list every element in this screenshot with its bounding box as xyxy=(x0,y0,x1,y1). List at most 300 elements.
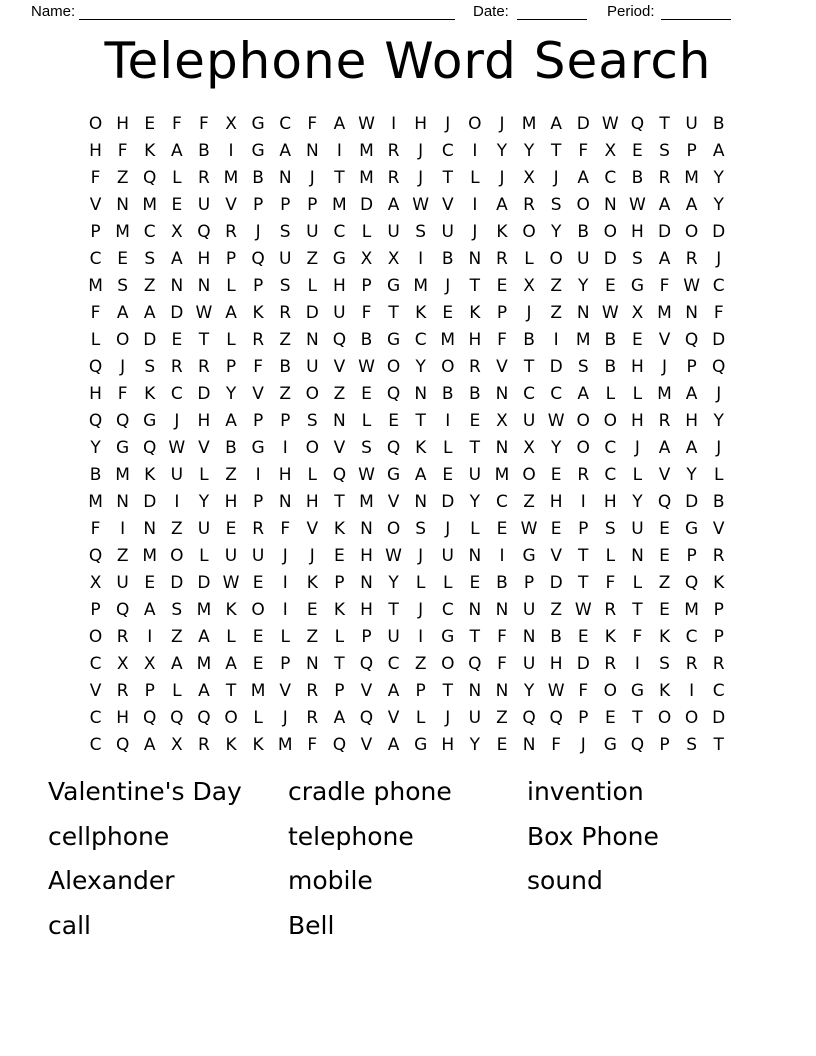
grid-letter: P xyxy=(280,411,291,431)
grid-letter: G xyxy=(630,681,645,701)
grid-letter: E xyxy=(496,735,508,755)
grid-letter: W xyxy=(547,681,565,701)
grid-letter: J xyxy=(445,708,451,728)
grid-letter: W xyxy=(520,519,538,539)
grid-letter: V xyxy=(333,438,346,458)
grid-letter: Y xyxy=(686,465,697,485)
grid-letter: C xyxy=(550,384,563,404)
grid-letter: V xyxy=(360,735,373,755)
grid-letter: I xyxy=(282,573,288,593)
grid-letter: Y xyxy=(469,492,481,512)
grid-letter: M xyxy=(413,276,428,296)
grid-letter: O xyxy=(684,708,699,728)
grid-letter: R xyxy=(712,654,725,674)
grid-letter: S xyxy=(686,735,697,755)
grid-letter: A xyxy=(577,168,590,188)
grid-letter: Q xyxy=(359,654,374,674)
grid-letter: P xyxy=(252,411,264,431)
grid-letter: U xyxy=(522,600,536,620)
grid-letter: D xyxy=(712,330,726,350)
grid-letter: M xyxy=(223,168,239,188)
grid-letter: Q xyxy=(88,357,103,377)
grid-letter: J xyxy=(662,357,668,377)
grid-letter: Q xyxy=(251,249,265,269)
grid-letter: U xyxy=(170,465,184,485)
grid-letter: L xyxy=(334,627,345,647)
grid-letter: J xyxy=(472,222,478,242)
grid-letter: W xyxy=(629,195,646,215)
grid-letter: N xyxy=(414,492,428,512)
word-bell: Bell xyxy=(288,910,335,940)
grid-letter: Q xyxy=(549,708,563,728)
grid-letter: N xyxy=(603,195,617,215)
grid-letter: U xyxy=(441,546,454,566)
grid-letter: N xyxy=(360,573,373,593)
grid-letter: Z xyxy=(306,627,319,647)
grid-letter: I xyxy=(689,681,695,701)
page-title: Telephone Word Search xyxy=(104,32,712,90)
grid-letter: R xyxy=(468,357,481,377)
grid-letter: G xyxy=(143,411,157,431)
grid-letter: U xyxy=(197,519,211,539)
grid-letter: M xyxy=(359,492,374,512)
grid-letter: G xyxy=(116,438,130,458)
grid-letter: N xyxy=(495,438,509,458)
grid-letter: E xyxy=(604,276,616,296)
grid-letter: C xyxy=(89,708,102,728)
grid-letter: V xyxy=(658,465,671,485)
grid-letter: G xyxy=(251,438,265,458)
grid-letter: Y xyxy=(90,438,101,458)
grid-letter: L xyxy=(361,222,372,242)
grid-letter: L xyxy=(226,627,236,647)
grid-letter: Q xyxy=(115,735,130,755)
grid-letter: C xyxy=(89,654,102,674)
grid-letter: O xyxy=(576,411,590,431)
grid-letter: E xyxy=(496,519,508,539)
grid-letter: Q xyxy=(359,708,374,728)
grid-letter: P xyxy=(686,357,697,377)
grid-letter: Z xyxy=(116,168,129,188)
grid-letter: V xyxy=(279,681,292,701)
grid-letter: B xyxy=(89,465,102,485)
grid-letter: E xyxy=(361,384,372,404)
grid-letter: Z xyxy=(496,708,508,728)
grid-letter: N xyxy=(197,276,211,296)
grid-letter: I xyxy=(282,438,288,458)
grid-letter: F xyxy=(713,303,724,323)
grid-letter: Q xyxy=(630,735,645,755)
grid-letter: W xyxy=(358,465,375,485)
grid-letter: A xyxy=(685,195,698,215)
grid-letter: I xyxy=(336,141,342,161)
grid-letter: C xyxy=(523,384,535,404)
grid-letter: H xyxy=(360,546,373,566)
grid-letter: T xyxy=(469,438,481,458)
grid-letter: F xyxy=(117,141,128,161)
grid-letter: B xyxy=(441,384,454,404)
grid-letter: F xyxy=(280,519,291,539)
grid-letter: A xyxy=(387,735,400,755)
grid-letter: P xyxy=(496,303,508,323)
grid-letter: M xyxy=(657,384,672,404)
grid-letter: Y xyxy=(550,438,562,458)
grid-letter: R xyxy=(252,330,265,350)
grid-letter: U xyxy=(387,627,400,647)
grid-letter: L xyxy=(307,465,318,485)
grid-letter: A xyxy=(333,708,346,728)
grid-letter: T xyxy=(578,573,589,593)
grid-letter: Y xyxy=(523,681,535,701)
grid-letter: E xyxy=(171,195,183,215)
grid-letter: J xyxy=(634,438,640,458)
grid-letter: E xyxy=(659,519,670,539)
grid-letter: O xyxy=(386,519,401,539)
grid-letter: W xyxy=(683,276,701,296)
grid-letter: P xyxy=(361,627,372,647)
grid-letter: I xyxy=(553,330,559,350)
grid-letter: T xyxy=(198,330,210,350)
grid-letter: N xyxy=(468,249,482,269)
grid-letter: P xyxy=(659,735,670,755)
grid-letter: E xyxy=(225,519,237,539)
grid-letter: V xyxy=(198,438,210,458)
grid-letter: Z xyxy=(333,384,346,404)
grid-letter: V xyxy=(333,357,346,377)
grid-letter: Q xyxy=(170,708,184,728)
grid-letter: Z xyxy=(279,384,292,404)
grid-letter: R xyxy=(658,411,671,431)
grid-letter: D xyxy=(143,492,157,512)
grid-letter: U xyxy=(522,411,536,431)
grid-letter: G xyxy=(630,276,645,296)
grid-letter: A xyxy=(658,438,671,458)
grid-letter: T xyxy=(659,114,670,134)
grid-letter: R xyxy=(225,222,237,242)
word-list-column-2 xyxy=(288,770,452,948)
grid-letter: Z xyxy=(225,465,237,485)
grid-letter: M xyxy=(142,546,158,566)
grid-letter: L xyxy=(226,330,236,350)
grid-letter: G xyxy=(386,465,401,485)
grid-letter: H xyxy=(441,735,455,755)
grid-letter: G xyxy=(332,249,346,269)
grid-letter: Y xyxy=(713,168,724,188)
grid-letter: U xyxy=(685,114,698,134)
grid-letter: K xyxy=(144,141,156,161)
grid-letter: E xyxy=(604,708,616,728)
grid-letter: J xyxy=(526,303,532,323)
grid-letter: P xyxy=(415,681,426,701)
grid-letter: Y xyxy=(496,141,508,161)
grid-letter: X xyxy=(143,654,156,674)
grid-letter: N xyxy=(278,492,292,512)
grid-letter: A xyxy=(658,249,671,269)
grid-letter: S xyxy=(550,195,562,215)
grid-letter: Q xyxy=(522,708,536,728)
grid-letter: O xyxy=(386,357,401,377)
grid-letter: E xyxy=(252,627,264,647)
grid-letter: W xyxy=(601,114,619,134)
grid-letter: X xyxy=(387,249,400,269)
grid-letter: T xyxy=(523,357,535,377)
grid-letter: Y xyxy=(523,141,535,161)
grid-letter: D xyxy=(657,222,672,242)
grid-letter: X xyxy=(604,141,617,161)
grid-letter: S xyxy=(659,141,670,161)
grid-letter: T xyxy=(713,735,724,755)
grid-letter: N xyxy=(576,303,590,323)
grid-letter: V xyxy=(360,681,373,701)
grid-letter: S xyxy=(604,519,616,539)
grid-letter: B xyxy=(631,168,644,188)
word-list-column-1 xyxy=(48,770,242,948)
grid-letter: L xyxy=(415,573,426,593)
grid-letter: P xyxy=(280,654,291,674)
grid-letter: Y xyxy=(632,492,643,512)
grid-letter: O xyxy=(576,438,590,458)
grid-letter: W xyxy=(547,411,565,431)
grid-letter: T xyxy=(388,303,399,323)
grid-letter: S xyxy=(117,276,129,296)
grid-letter: D xyxy=(197,573,211,593)
grid-letter: B xyxy=(496,573,508,593)
grid-letter: K xyxy=(415,438,427,458)
grid-letter: Y xyxy=(713,195,724,215)
grid-letter: O xyxy=(657,708,672,728)
grid-letter: L xyxy=(199,465,209,485)
grid-letter: R xyxy=(170,357,183,377)
grid-letter: F xyxy=(90,519,101,539)
grid-letter: F xyxy=(632,627,643,647)
grid-letter: V xyxy=(658,330,671,350)
grid-letter: N xyxy=(305,141,319,161)
grid-letter: U xyxy=(197,195,211,215)
grid-letter: E xyxy=(632,330,643,350)
grid-letter: G xyxy=(251,114,265,134)
grid-letter: D xyxy=(685,492,699,512)
grid-letter: O xyxy=(115,330,130,350)
grid-letter: C xyxy=(496,492,508,512)
grid-letter: G xyxy=(685,519,699,539)
grid-letter: X xyxy=(523,438,535,458)
grid-letter: A xyxy=(171,249,183,269)
grid-letter: L xyxy=(632,573,643,593)
grid-letter: I xyxy=(255,465,261,485)
grid-letter: I xyxy=(391,114,397,134)
grid-letter: X xyxy=(171,735,183,755)
grid-letter: O xyxy=(441,654,455,674)
grid-letter: H xyxy=(332,276,346,296)
grid-letter: S xyxy=(415,222,427,242)
grid-letter: K xyxy=(469,303,481,323)
grid-letter: A xyxy=(387,681,400,701)
grid-letter: P xyxy=(686,546,697,566)
grid-letter: M xyxy=(196,600,212,620)
grid-letter: R xyxy=(658,168,671,188)
grid-letter: Q xyxy=(88,546,103,566)
grid-letter: D xyxy=(143,330,157,350)
grid-letter: V xyxy=(387,492,400,512)
grid-letter: J xyxy=(499,168,505,188)
grid-letter: C xyxy=(604,465,617,485)
grid-letter: N xyxy=(116,195,129,215)
grid-letter: L xyxy=(361,411,372,431)
grid-letter: F xyxy=(659,276,670,296)
grid-letter: N xyxy=(495,681,509,701)
grid-letter: D xyxy=(305,303,319,323)
grid-letter: H xyxy=(305,492,319,512)
grid-letter: E xyxy=(144,573,156,593)
grid-letter: E xyxy=(252,654,264,674)
grid-letter: Q xyxy=(197,708,211,728)
grid-letter: L xyxy=(443,438,453,458)
grid-letter: Y xyxy=(415,357,426,377)
grid-letter: U xyxy=(387,222,400,242)
grid-letter: F xyxy=(497,330,507,350)
grid-letter: M xyxy=(359,168,374,188)
grid-letter: E xyxy=(632,141,643,161)
grid-letter: L xyxy=(470,519,480,539)
grid-letter: C xyxy=(712,681,725,701)
grid-letter: C xyxy=(170,384,183,404)
grid-letter: Q xyxy=(386,438,401,458)
grid-letter: X xyxy=(171,222,183,242)
grid-letter: E xyxy=(442,465,454,485)
grid-letter: O xyxy=(224,708,238,728)
grid-letter: M xyxy=(684,600,699,620)
grid-letter: A xyxy=(414,465,427,485)
grid-letter: M xyxy=(277,735,293,755)
grid-letter: P xyxy=(523,573,535,593)
grid-letter: Z xyxy=(523,492,535,512)
grid-letter: S xyxy=(361,438,372,458)
grid-letter: D xyxy=(359,195,374,215)
grid-letter: K xyxy=(496,222,508,242)
grid-letter: E xyxy=(469,573,481,593)
grid-letter: U xyxy=(116,573,129,593)
word-list-column-3 xyxy=(527,770,659,904)
grid-letter: U xyxy=(224,546,238,566)
grid-letter: M xyxy=(332,195,347,215)
grid-letter: H xyxy=(631,411,644,431)
grid-letter: K xyxy=(144,384,156,404)
grid-letter: J xyxy=(553,168,559,188)
grid-letter: I xyxy=(580,492,586,512)
grid-letter: O xyxy=(522,465,536,485)
grid-letter: Z xyxy=(550,303,562,323)
grid-letter: Z xyxy=(550,276,562,296)
word-invention: invention xyxy=(527,777,644,806)
grid-letter: B xyxy=(279,357,292,377)
grid-letter: C xyxy=(685,627,698,647)
grid-letter: R xyxy=(523,195,535,215)
grid-letter: N xyxy=(278,168,292,188)
grid-letter: S xyxy=(577,357,589,377)
grid-letter: L xyxy=(226,276,236,296)
grid-letter: V xyxy=(89,195,102,215)
grid-letter: P xyxy=(713,600,724,620)
grid-letter: D xyxy=(576,654,590,674)
grid-letter: P xyxy=(90,222,101,242)
grid-letter: H xyxy=(360,600,373,620)
grid-letter: A xyxy=(143,735,156,755)
grid-letter: M xyxy=(521,114,537,134)
grid-letter: J xyxy=(418,141,424,161)
grid-letter: V xyxy=(712,519,725,539)
grid-letter: G xyxy=(603,735,617,755)
grid-letter: V xyxy=(387,708,400,728)
grid-letter: G xyxy=(522,546,536,566)
grid-letter: R xyxy=(116,681,129,701)
grid-letter: P xyxy=(713,627,724,647)
grid-letter: B xyxy=(577,222,590,242)
grid-letter: F xyxy=(199,114,209,134)
grid-letter: R xyxy=(306,681,319,701)
grid-letter: R xyxy=(685,654,698,674)
grid-letter: O xyxy=(88,114,103,134)
grid-letter: I xyxy=(282,600,288,620)
grid-letter: W xyxy=(358,357,375,377)
grid-letter: M xyxy=(440,330,456,350)
name-label: Name: xyxy=(31,3,76,20)
grid-letter: H xyxy=(197,411,211,431)
grid-letter: O xyxy=(305,438,319,458)
grid-letter: L xyxy=(443,573,453,593)
grid-letter: U xyxy=(468,708,482,728)
grid-letter: W xyxy=(358,114,375,134)
grid-letter: P xyxy=(307,195,318,215)
grid-letter: T xyxy=(550,141,562,161)
grid-letter: R xyxy=(685,249,698,269)
grid-letter: B xyxy=(225,438,237,458)
grid-letter: C xyxy=(604,438,617,458)
grid-letter: Q xyxy=(657,492,672,512)
grid-letter: D xyxy=(712,708,726,728)
grid-letter: J xyxy=(445,114,451,134)
grid-letter: H xyxy=(116,114,130,134)
grid-letter: Q xyxy=(143,438,157,458)
word-cradle-phone: cradle phone xyxy=(288,777,452,806)
grid-letter: Q xyxy=(88,411,103,431)
grid-letter: Y xyxy=(225,384,237,404)
grid-letter: R xyxy=(577,465,590,485)
grid-letter: E xyxy=(659,600,670,620)
grid-letter: P xyxy=(90,600,101,620)
grid-letter: I xyxy=(472,141,478,161)
grid-letter: E xyxy=(388,411,399,431)
grid-letter: T xyxy=(632,708,643,728)
grid-letter: O xyxy=(603,681,618,701)
grid-letter: N xyxy=(116,492,129,512)
grid-letter: V xyxy=(550,546,562,566)
grid-letter: Z xyxy=(143,276,156,296)
period-label: Period: xyxy=(607,3,655,20)
grid-letter: F xyxy=(171,114,182,134)
grid-letter: E xyxy=(659,546,670,566)
grid-letter: T xyxy=(225,681,237,701)
grid-letter: U xyxy=(577,249,590,269)
grid-letter: J xyxy=(309,546,315,566)
grid-letter: O xyxy=(549,249,563,269)
grid-letter: M xyxy=(115,222,130,242)
grid-letter: Q xyxy=(332,330,347,350)
grid-letter: D xyxy=(549,357,563,377)
grid-letter: C xyxy=(441,141,454,161)
grid-letter: J xyxy=(716,438,722,458)
grid-letter: U xyxy=(306,357,319,377)
grid-letter: G xyxy=(386,330,401,350)
